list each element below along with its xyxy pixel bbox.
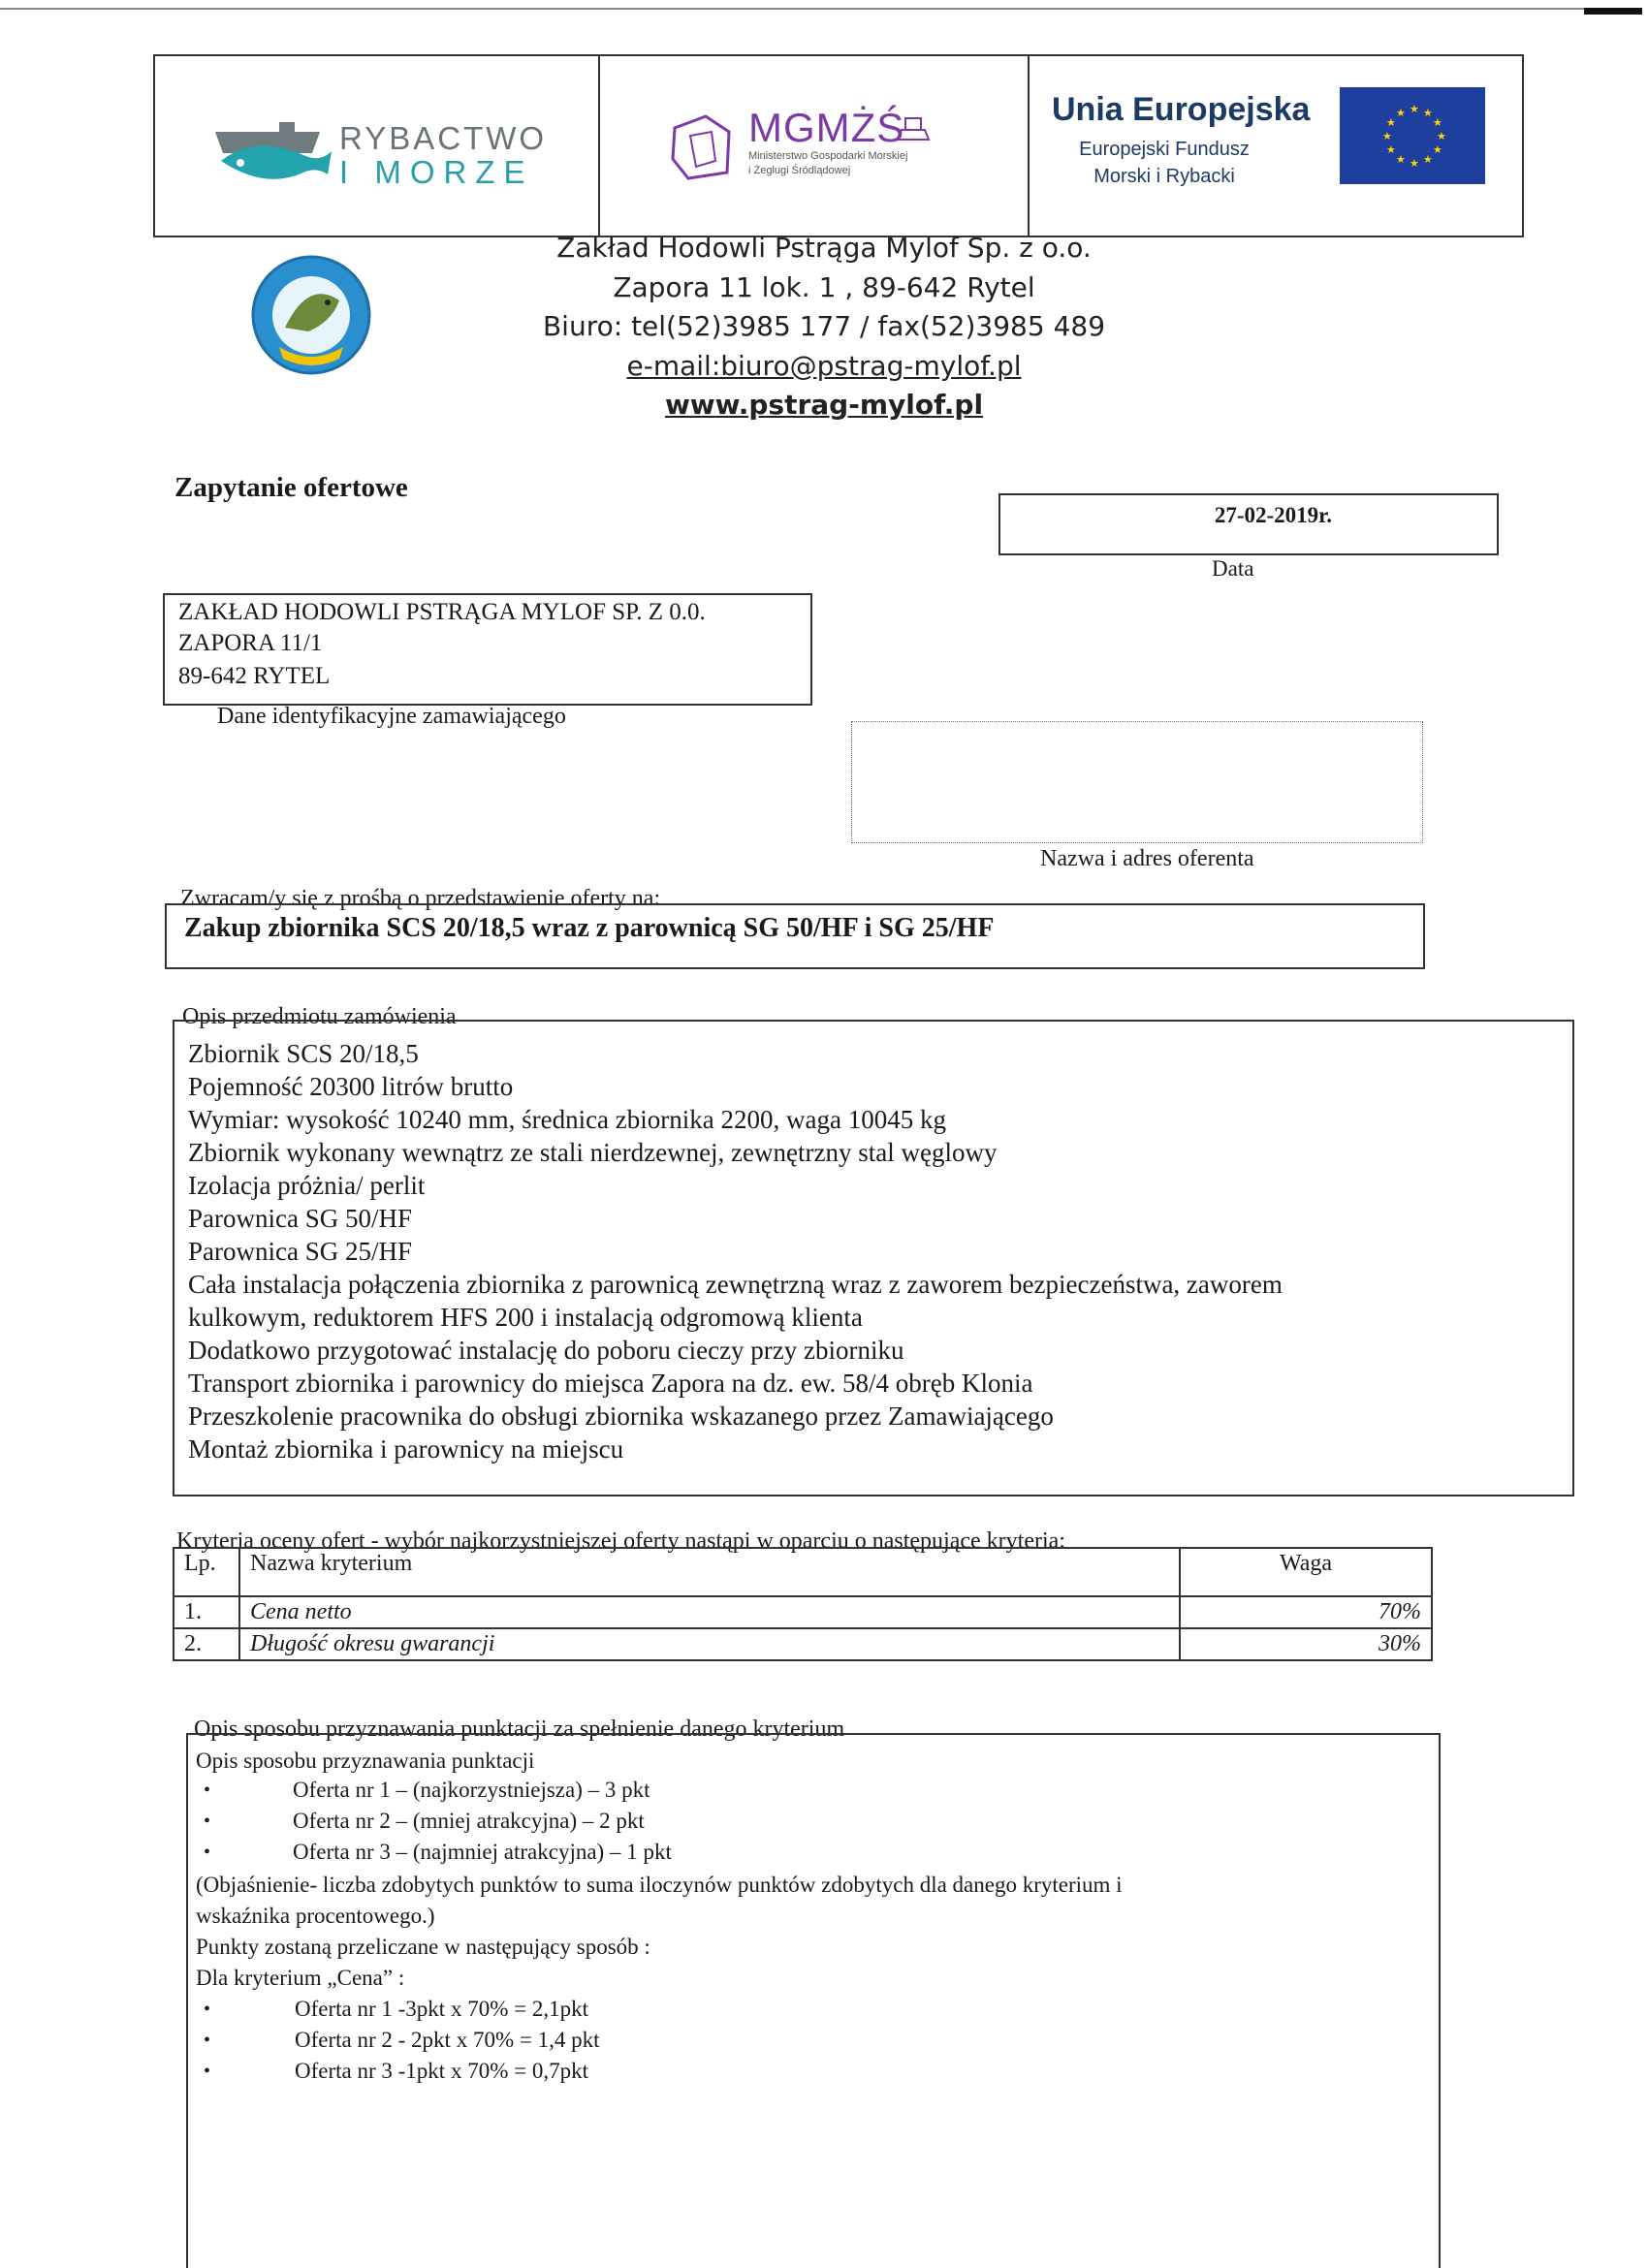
- svg-text:★: ★: [1433, 116, 1442, 129]
- bullet: •: [204, 2030, 211, 2051]
- subject-text: Zakup zbiornika SCS 20/18,5 wraz z parownicą SG 50/HF i SG 25/HF: [184, 913, 995, 943]
- explanation-line1: (Objaśnienie- liczba zdobytych punktów to suma iloczynów punktów zdobytych dla danego kryterium i: [196, 1873, 1123, 1897]
- description-line: Pojemność 20300 litrów brutto: [188, 1072, 514, 1101]
- svg-text:★: ★: [1433, 143, 1442, 156]
- offer-item: Oferta nr 3 – (najmniej atrakcyjna) – 1 pkt: [293, 1840, 672, 1864]
- bullet: •: [204, 1842, 211, 1863]
- explanation-line2: wskaźnika procentowego.): [196, 1904, 435, 1928]
- date-box: [998, 493, 1499, 555]
- banner-divider: [1028, 56, 1030, 236]
- criteria-intro: Kryteria oceny ofert - wybór najkorzystniejszej oferty nastąpi w oparciu o następujące kryteria:: [176, 1528, 1065, 1554]
- row-name: Długość okresu gwarancji: [239, 1628, 1180, 1660]
- description-line: Wymiar: wysokość 10240 mm, średnica zbiornika 2200, waga 10045 kg: [188, 1105, 946, 1134]
- scan-top-rule: [0, 8, 1590, 10]
- bullet: •: [204, 1999, 211, 2020]
- company-header: [407, 229, 1241, 425]
- mgm-emblem-icon: [667, 110, 741, 184]
- company-website-link[interactable]: www.pstrag-mylof.pl: [664, 389, 984, 422]
- row-weight: 70%: [1180, 1596, 1432, 1628]
- header-lp: Lp.: [174, 1548, 239, 1596]
- header-weight: Waga: [1180, 1548, 1432, 1596]
- bullet: •: [204, 1780, 211, 1801]
- description-line: Zbiornik wykonany wewnątrz ze stali nierdzewnej, zewnętrzny stal węglowy: [188, 1138, 998, 1167]
- description-line: Przeszkolenie pracownika do obsługi zbiornika wskazanego przez Zamawiającego: [188, 1402, 1054, 1431]
- company-address: Zapora 11 lok. 1 , 89-642 Rytel: [613, 270, 1035, 303]
- document-title: Zapytanie ofertowe: [174, 472, 408, 503]
- client-caption: Dane identyfikacyjne zamawiającego: [217, 704, 566, 729]
- offerer-box: [851, 721, 1423, 843]
- rybactwo-line2: I MORZE: [339, 153, 534, 190]
- request-intro: Zwracam/y się z prośbą o przedstawienie oferty na:: [180, 886, 661, 911]
- eu-flag-icon: [1340, 87, 1485, 184]
- price-offer-item: Oferta nr 1 -3pkt x 70% = 2,1pkt: [295, 1997, 588, 2021]
- svg-text:★: ★: [1386, 143, 1396, 156]
- offer-item: Oferta nr 2 – (mniej atrakcyjna) – 2 pkt: [293, 1809, 645, 1833]
- offerer-caption: Nazwa i adres oferenta: [1040, 846, 1254, 871]
- date-value: 27-02-2019r.: [1214, 503, 1332, 527]
- rybactwo-line1: RYBACTWO: [339, 120, 548, 156]
- svg-text:★: ★: [1382, 130, 1392, 142]
- mgm-subtitle: [748, 149, 991, 179]
- fish-boat-logo-icon: [211, 114, 337, 188]
- description-line: Zbiornik SCS 20/18,5: [188, 1039, 419, 1068]
- svg-text:★: ★: [1396, 153, 1406, 166]
- row-weight: 30%: [1180, 1628, 1432, 1660]
- bullet: •: [204, 1811, 211, 1832]
- date-label: Data: [1212, 556, 1254, 581]
- description-line: Parownica SG 50/HF: [188, 1204, 412, 1233]
- mgm-sub-line1: Ministerstwo Gospodarki Morskiej: [748, 150, 908, 162]
- eu-title: Unia Europejska: [1052, 91, 1311, 128]
- price-offer-item: Oferta nr 2 - 2pkt x 70% = 1,4 pkt: [295, 2028, 600, 2052]
- description-line: Cała instalacja połączenia zbiornika z parownicą zewnętrzną wraz z zaworem bezpieczeństwa, zaworem: [188, 1270, 1283, 1299]
- client-line2: ZAPORA 11/1: [178, 630, 323, 656]
- svg-text:★: ★: [1410, 103, 1419, 115]
- bullet: •: [204, 2061, 211, 2082]
- subject-box: [165, 903, 1425, 969]
- company-stamp-icon: [250, 250, 372, 380]
- svg-text:★: ★: [1396, 107, 1406, 119]
- ship-icon: [896, 114, 931, 143]
- eu-subtitle: [1052, 136, 1277, 190]
- svg-text:★: ★: [1423, 153, 1433, 166]
- scoring-box: [186, 1733, 1441, 2268]
- row-lp: 1.: [174, 1596, 239, 1628]
- eu-stars-icon: [1340, 87, 1485, 184]
- rybactwo-logo: [339, 122, 547, 189]
- svg-text:★: ★: [1410, 157, 1419, 170]
- eu-sub-line2: Morski i Rybacki: [1093, 166, 1235, 187]
- company-name: Zakład Hodowli Pstrąga Mylof Sp. z o.o.: [556, 232, 1092, 264]
- description-line: Dodatkowo przygotować instalację do poboru cieczy przy zbiorniku: [188, 1336, 904, 1365]
- description-line: Montaż zbiornika i parownicy na miejscu: [188, 1434, 624, 1464]
- client-box: [163, 593, 812, 706]
- description-box: [173, 1020, 1574, 1496]
- client-line1: ZAKŁAD HODOWLI PSTRĄGA MYLOF SP. Z 0.0.: [178, 599, 706, 625]
- scoring-heading: Opis sposobu przyznawania punktacji: [196, 1748, 535, 1773]
- table-row: [174, 1628, 1432, 1660]
- description-title: Opis przedmiotu zamówienia: [182, 1004, 457, 1029]
- price-offer-item: Oferta nr 3 -1pkt x 70% = 0,7pkt: [295, 2059, 588, 2083]
- row-name: Cena netto: [239, 1596, 1180, 1628]
- eu-sub-line1: Europejski Fundusz: [1079, 139, 1250, 160]
- description-line: Izolacja próżnia/ perlit: [188, 1171, 426, 1200]
- price-criterion-label: Dla kryterium „Cena” :: [196, 1966, 405, 1990]
- svg-text:★: ★: [1423, 107, 1433, 119]
- svg-text:★: ★: [1437, 130, 1446, 142]
- logo-banner: [153, 54, 1524, 237]
- description-line: kulkowym, reduktorem HFS 200 i instalacją odgromową klienta: [188, 1303, 863, 1332]
- scoring-title: Opis sposobu przyznawania punktacji za spełnienie danego kryterium: [194, 1717, 845, 1742]
- offer-item: Oferta nr 1 – (najkorzystniejsza) – 3 pkt: [293, 1778, 650, 1802]
- criteria-table: [173, 1547, 1433, 1661]
- row-lp: 2.: [174, 1628, 239, 1660]
- company-email-link[interactable]: e-mail:biuro@pstrag-mylof.pl: [626, 349, 1022, 382]
- mgm-logo-name: MGMŻŚ: [748, 105, 905, 150]
- client-line3: 89-642 RYTEL: [178, 663, 331, 689]
- description-line: Transport zbiornika i parownicy do miejsca Zapora na dz. ew. 58/4 obręb Klonia: [188, 1369, 1033, 1398]
- scan-corner-mark: [1584, 8, 1642, 15]
- table-row: [174, 1596, 1432, 1628]
- description-line: Parownica SG 25/HF: [188, 1237, 412, 1266]
- mgm-sub-line2: i Żeglugi Śródlądowej: [748, 165, 851, 177]
- recalc-text: Punkty zostaną przeliczane w następujący sposób :: [196, 1935, 650, 1959]
- header-name: Nazwa kryterium: [239, 1548, 1180, 1596]
- table-header-row: [174, 1548, 1432, 1596]
- svg-text:★: ★: [1386, 116, 1396, 129]
- company-phone-fax: Biuro: tel(52)3985 177 / fax(52)3985 489: [542, 310, 1106, 343]
- banner-divider: [598, 56, 600, 236]
